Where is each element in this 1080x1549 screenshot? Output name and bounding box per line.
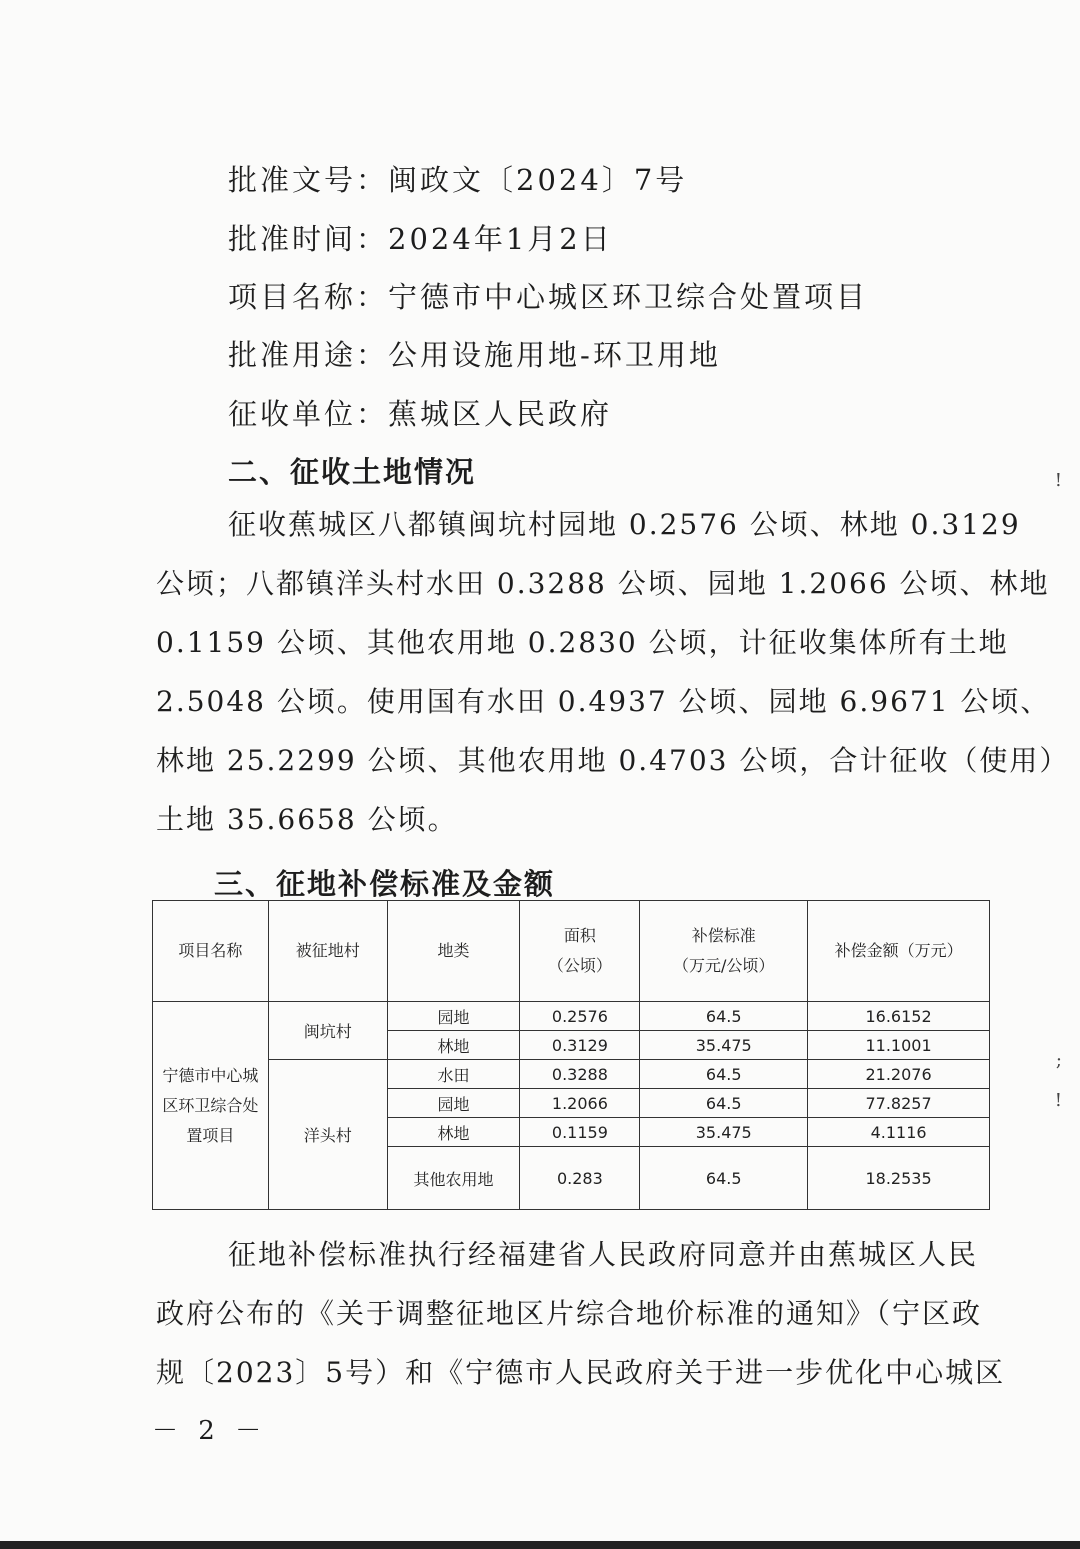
amount-cell: 16.6152: [808, 1002, 990, 1031]
header-standard: [640, 901, 808, 1002]
amount-cell: 18.2535: [808, 1147, 990, 1210]
amount-cell: 11.1001: [808, 1031, 990, 1060]
project-name-value: 宁德市中心城区环卫综合处置项目: [388, 280, 869, 314]
scan-mark: !: [1054, 1090, 1062, 1111]
acquiring-unit-line: [228, 392, 612, 433]
header-standard-title: 补偿标准: [691, 926, 756, 945]
project-name-label: 项目名称：: [228, 280, 389, 314]
standard-cell: 64.5: [640, 1089, 808, 1118]
village-cell: 洋头村: [268, 1060, 387, 1210]
acquiring-unit-label: 征收单位：: [228, 397, 389, 431]
approval-number-line: [228, 158, 687, 199]
header-project: 项目名称: [153, 901, 269, 1002]
standard-cell: 64.5: [640, 1060, 808, 1089]
area-cell: 0.3129: [520, 1031, 640, 1060]
approval-number-value: 闽政文〔2024〕7号: [388, 163, 688, 197]
project-name-cell: 宁德市中心城区环卫综合处置项目: [153, 1002, 269, 1210]
paragraph-line: 规〔2023〕5号）和《宁德市人民政府关于进一步优化中心城区: [156, 1356, 1006, 1389]
paragraph-line: 公顷；八都镇洋头村水田 0.3288 公顷、园地 1.2066 公顷、林地: [156, 567, 1050, 600]
paragraph-line: 2.5048 公顷。使用国有水田 0.4937 公顷、园地 6.9671 公顷、: [156, 685, 1051, 718]
scan-bottom-edge: [0, 1541, 1080, 1549]
paragraph-line: 政府公布的《关于调整征地区片综合地价标准的通知》（宁区政: [156, 1297, 983, 1330]
project-name-line: [228, 275, 868, 316]
section-3-heading: 三、征地补偿标准及金额: [214, 867, 556, 901]
header-area-title: 面积: [563, 926, 596, 945]
approved-use-line: [228, 333, 721, 374]
standard-cell: 35.475: [640, 1031, 808, 1060]
village-cell: 闽坑村: [268, 1002, 387, 1060]
standard-cell: 64.5: [640, 1002, 808, 1031]
header-land-type: 地类: [387, 901, 520, 1002]
header-area: [520, 901, 640, 1002]
area-cell: 0.3288: [520, 1060, 640, 1089]
table-header-row: [153, 901, 990, 1002]
paragraph-line: 土地 35.6658 公顷。: [156, 803, 458, 836]
standard-cell: 35.475: [640, 1118, 808, 1147]
approval-date-value: 2024年1月2日: [388, 222, 613, 256]
approval-date-line: [228, 217, 613, 258]
table-row: [153, 1002, 990, 1031]
paragraph-line: 林地 25.2299 公顷、其他农用地 0.4703 公顷，合计征收（使用）: [156, 744, 1070, 777]
paragraph-line: 征地补偿标准执行经福建省人民政府同意并由蕉城区人民: [228, 1238, 979, 1271]
header-area-unit: （公顷）: [547, 956, 612, 975]
approved-use-label: 批准用途：: [228, 338, 389, 372]
amount-cell: 21.2076: [808, 1060, 990, 1089]
land-type-cell: 园地: [387, 1089, 520, 1118]
area-cell: 0.2576: [520, 1002, 640, 1031]
land-type-cell: 林地: [387, 1031, 520, 1060]
approved-use-value: 公用设施用地-环卫用地: [388, 338, 721, 372]
paragraph-line: 征收蕉城区八都镇闽坑村园地 0.2576 公顷、林地 0.3129: [228, 508, 1021, 541]
scan-mark: !: [1054, 470, 1062, 491]
paragraph-line: 0.1159 公顷、其他农用地 0.2830 公顷，计征收集体所有土地: [156, 626, 1009, 659]
land-type-cell: 园地: [387, 1002, 520, 1031]
area-cell: 1.2066: [520, 1089, 640, 1118]
area-cell: 0.283: [520, 1147, 640, 1210]
table-row: [153, 1060, 990, 1089]
land-type-cell: 水田: [387, 1060, 520, 1089]
land-type-cell: 其他农用地: [387, 1147, 520, 1210]
compensation-table: [152, 900, 990, 1210]
header-standard-unit: （万元/公顷）: [673, 956, 775, 975]
approval-number-label: 批准文号：: [228, 163, 389, 197]
section-2-heading: 二、征收土地情况: [228, 455, 477, 489]
land-type-cell: 林地: [387, 1118, 520, 1147]
page-number: － 2 －: [152, 1416, 268, 1446]
amount-cell: 4.1116: [808, 1118, 990, 1147]
header-village: 被征地村: [268, 901, 387, 1002]
header-amount: 补偿金额（万元）: [808, 901, 990, 1002]
acquiring-unit-value: 蕉城区人民政府: [388, 397, 613, 431]
amount-cell: 77.8257: [808, 1089, 990, 1118]
area-cell: 0.1159: [520, 1118, 640, 1147]
standard-cell: 64.5: [640, 1147, 808, 1210]
approval-date-label: 批准时间：: [228, 222, 389, 256]
scan-mark: ;: [1055, 1050, 1062, 1071]
